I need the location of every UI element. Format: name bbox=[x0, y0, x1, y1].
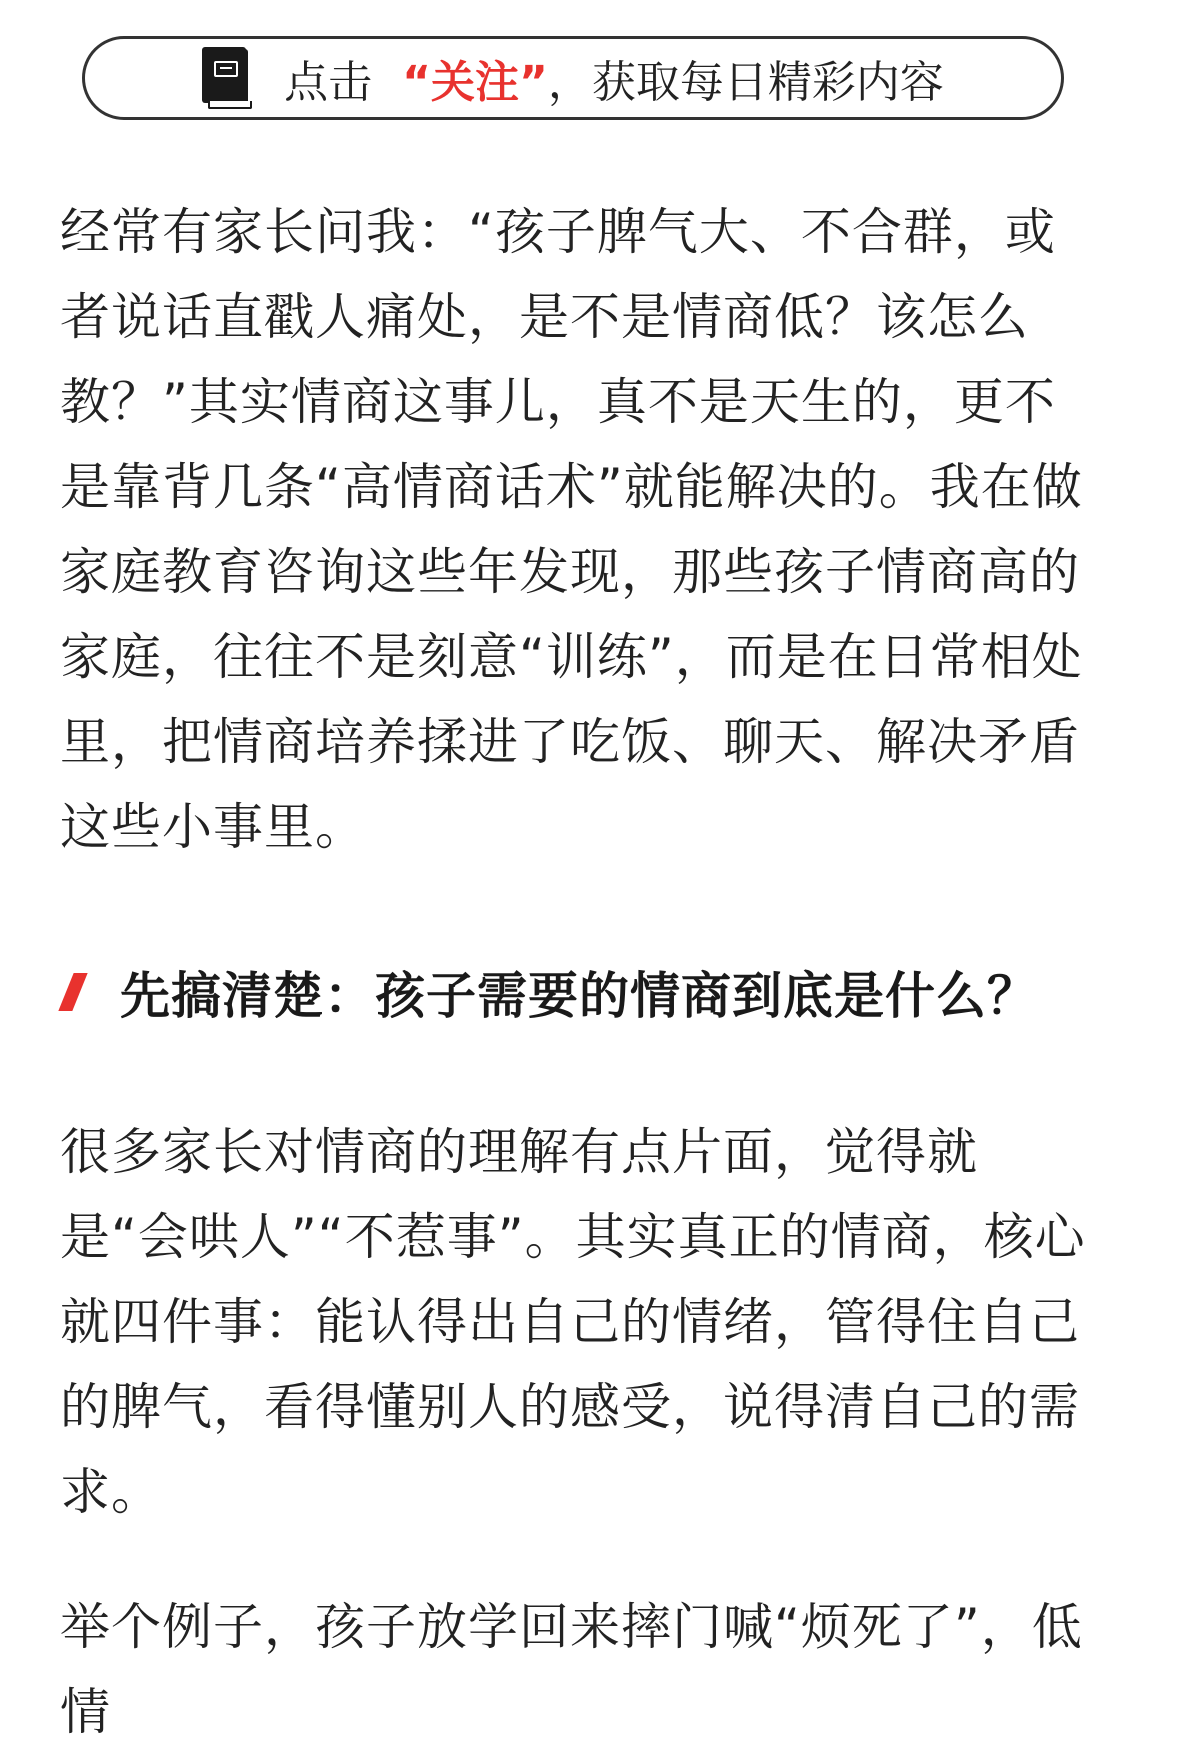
follow-link[interactable]: “关注” bbox=[402, 57, 548, 108]
article-paragraph: 举个例子，孩子放学回来摔门喊“烦死了”，低情 bbox=[60, 1598, 1083, 1741]
follow-banner[interactable] bbox=[82, 36, 1064, 120]
heading-accent-mark bbox=[58, 973, 87, 1011]
book-icon bbox=[202, 47, 250, 109]
article-paragraph: 经常有家长问我：“孩子脾气大、不合群，或者说话直戳人痛处，是不是情商低？该怎么教？”其实情商这事儿，真不是天生的，更不是靠背几条“高情商话术”就能解决的。我在做家庭教育咨询这些年发现，那些孩子情商高的家庭，往往不是刻意“训练”，而是在日常相处里，把情商培养揉进了吃饭、聊天、解决矛盾这些小事里。 bbox=[60, 203, 1083, 856]
banner-suffix: ，获取每日精彩内容 bbox=[547, 57, 944, 108]
article-body bbox=[60, 190, 1090, 1755]
section-heading bbox=[60, 952, 1090, 1032]
section-heading-text: 先搞清楚：孩子需要的情商到底是什么？ bbox=[120, 967, 1038, 1025]
banner-prefix: 点击 bbox=[284, 57, 373, 108]
article-paragraph: 很多家长对情商的理解有点片面，觉得就是“会哄人”“不惹事”。其实真正的情商，核心就四件事：能认得出自己的情绪，管得住自己的脾气，看得懂别人的感受，说得清自己的需求。 bbox=[60, 1123, 1086, 1521]
